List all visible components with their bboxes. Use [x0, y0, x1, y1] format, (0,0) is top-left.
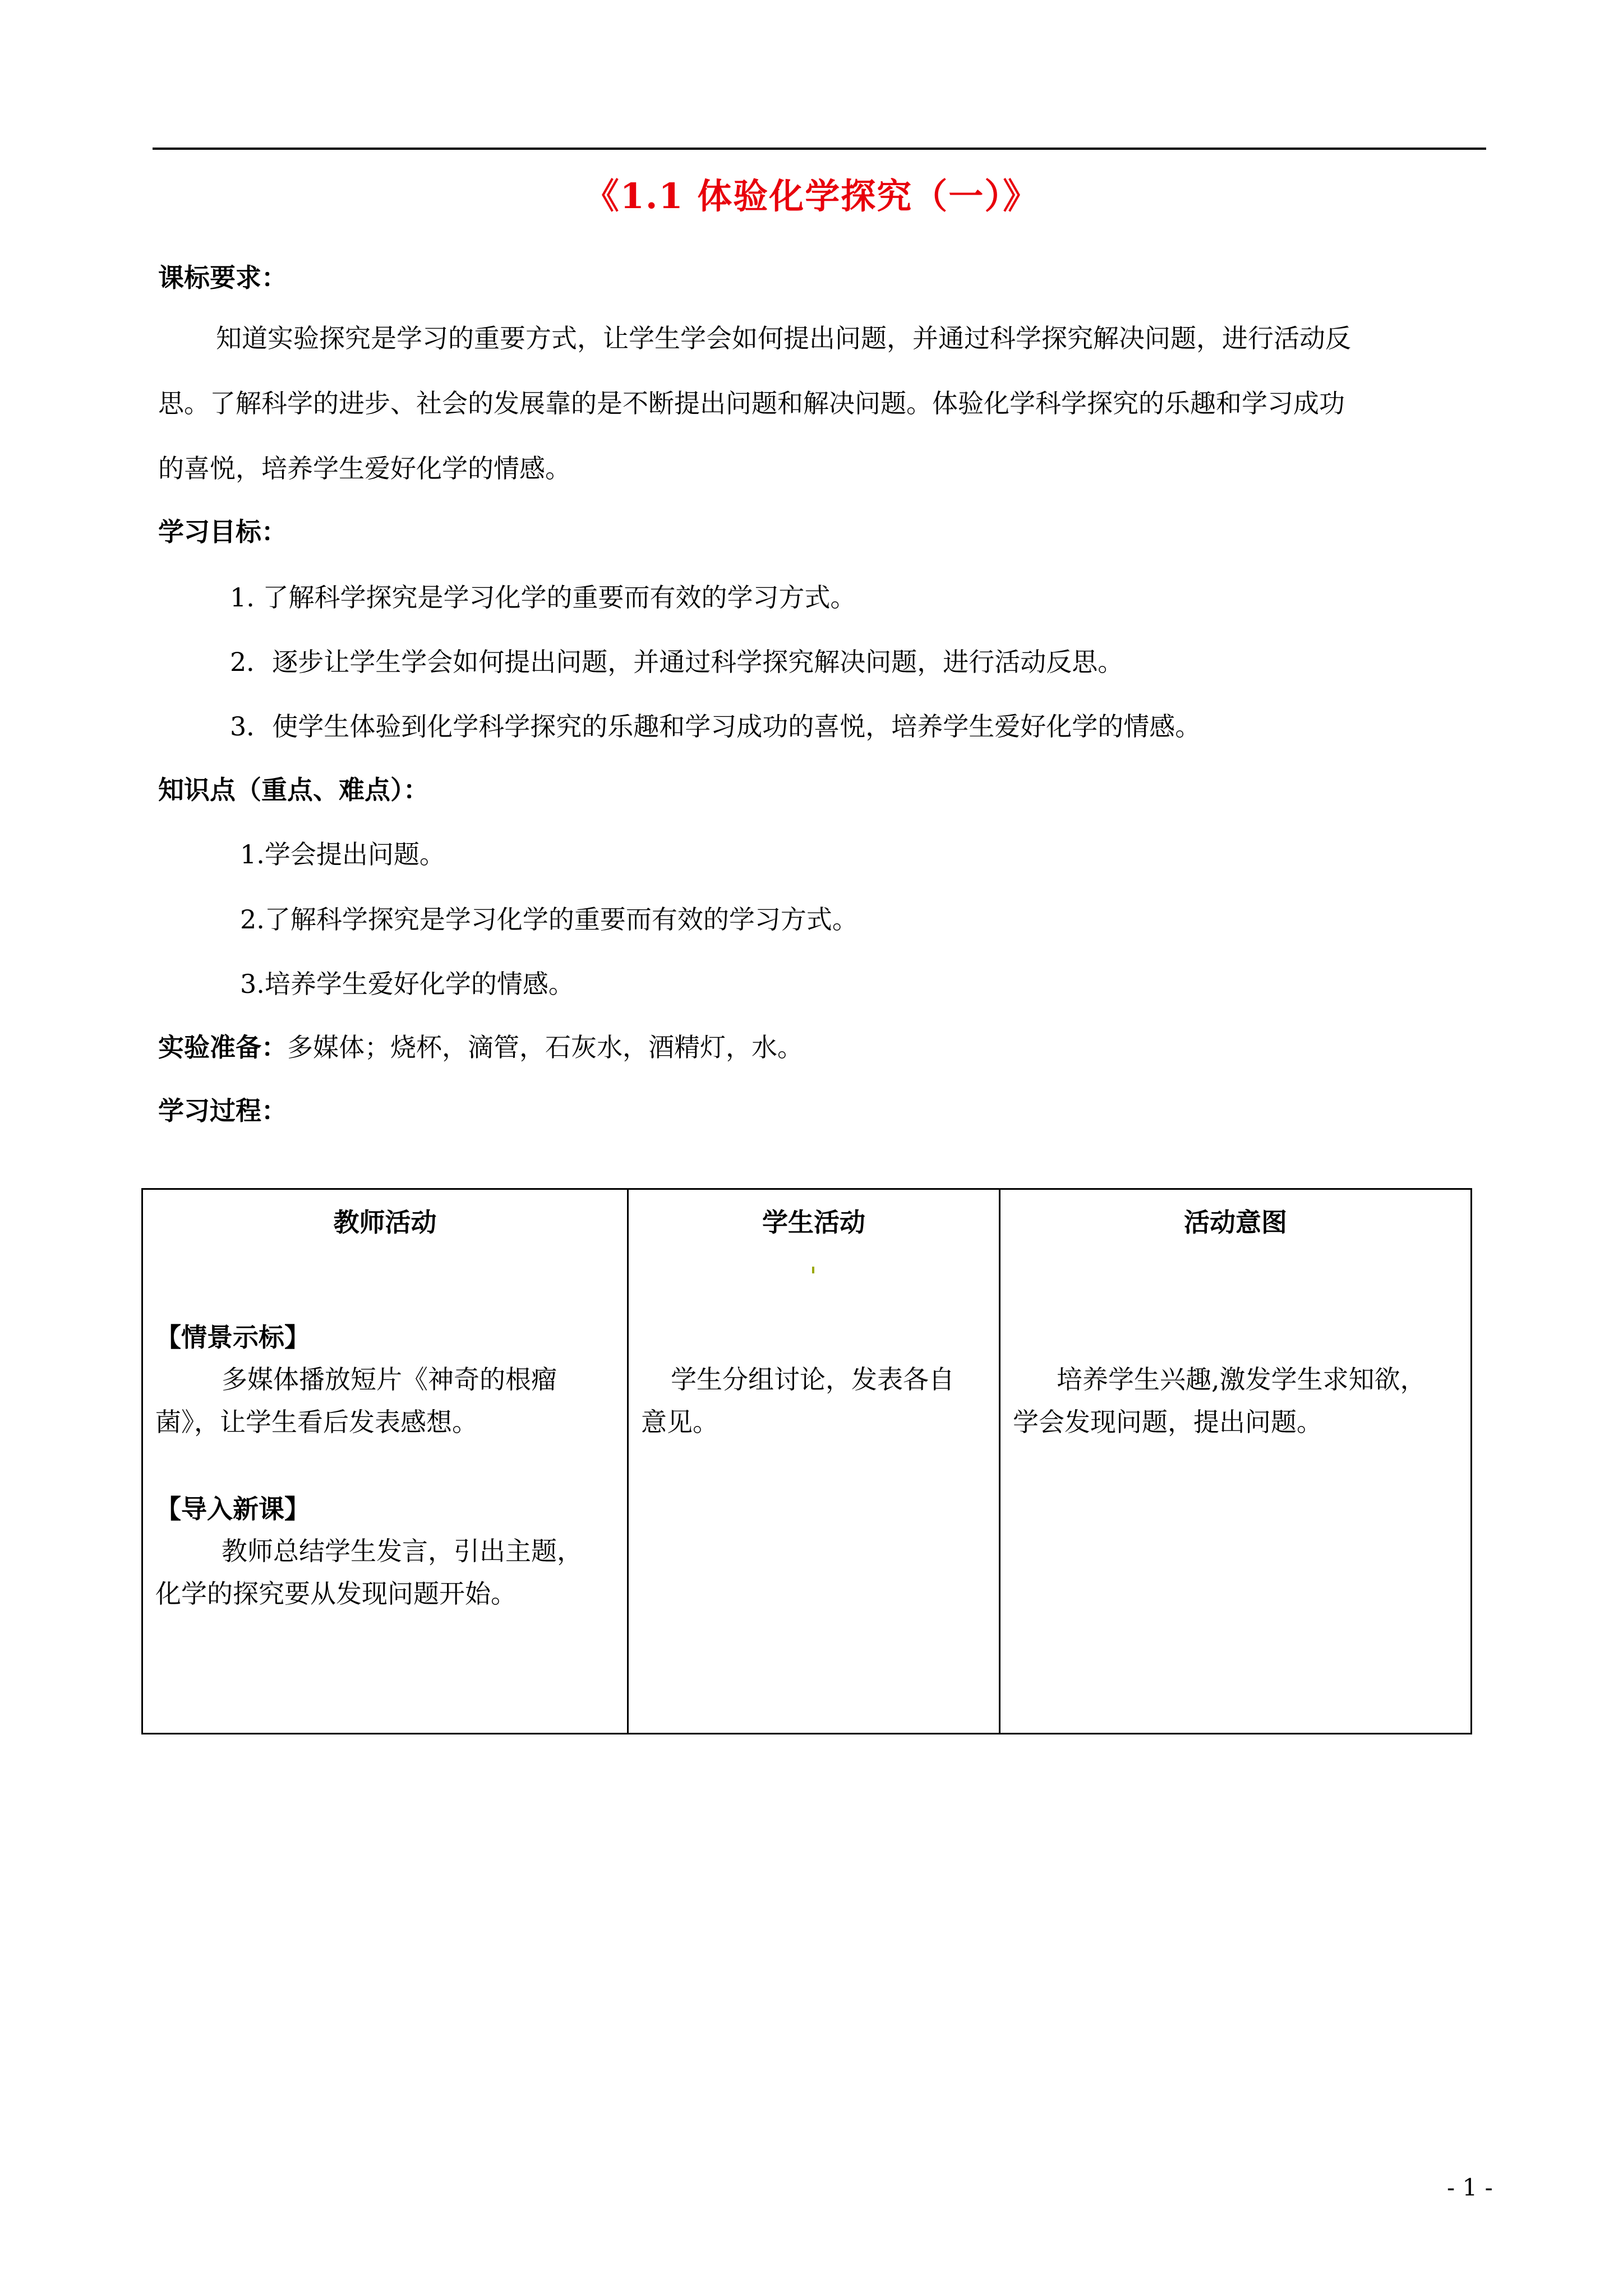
- student-text: 学生分组讨论，发表各自: [671, 1364, 955, 1395]
- curriculum-heading: 课标要求：: [158, 263, 287, 293]
- student-text: 意见。: [641, 1407, 718, 1437]
- header-student-activity: 学生活动: [762, 1207, 865, 1237]
- objective-item: 2．逐步让学生学会如何提出问题，并通过科学探究解决问题，进行活动反思。: [230, 647, 1124, 677]
- curriculum-line: 的喜悦，培养学生爱好化学的情感。: [158, 453, 571, 484]
- teacher-text: 菌》，让学生看后发表感想。: [155, 1407, 478, 1437]
- intent-cell: [1000, 1189, 1472, 1734]
- objective-item: 1. 了解科学探究是学习化学的重要而有效的学习方式。: [230, 582, 856, 613]
- curriculum-line: 知道实验探究是学习的重要方式，让学生学会如何提出问题，并通过科学探究解决问题，进行活动反: [216, 323, 1351, 353]
- header-rule: [153, 148, 1486, 150]
- scene-heading: 【情景示标】: [155, 1322, 310, 1352]
- header-teacher-activity: 教师活动: [333, 1207, 437, 1237]
- process-heading: 学习过程：: [158, 1096, 287, 1126]
- intent-text: 培养学生兴趣,激发学生求知欲，: [1057, 1364, 1426, 1395]
- intent-text: 学会发现问题，提出问题。: [1013, 1407, 1322, 1437]
- teacher-text: 多媒体播放短片《神奇的根瘤: [222, 1364, 557, 1395]
- intro-heading: 【导入新课】: [155, 1494, 310, 1524]
- preparation-heading: 实验准备：: [158, 1032, 287, 1062]
- process-table: [141, 1188, 1472, 1734]
- preparation-line: [158, 1030, 803, 1064]
- header-activity-intent: 活动意图: [1184, 1207, 1287, 1237]
- preparation-text: 多媒体；烧杯，滴管，石灰水，酒精灯，水。: [287, 1032, 803, 1062]
- teacher-text: 教师总结学生发言，引出主题，: [222, 1536, 583, 1566]
- page-title: 《1.1 体验化学探究（一）》: [584, 176, 1039, 217]
- knowledge-item: 2.了解科学探究是学习化学的重要而有效的学习方式。: [240, 904, 858, 935]
- page-number: - 1 -: [1447, 2174, 1493, 2201]
- knowledge-item: 3.培养学生爱好化学的情感。: [240, 969, 574, 999]
- knowledge-item: 1.学会提出问题。: [240, 839, 445, 869]
- objectives-heading: 学习目标：: [158, 517, 287, 547]
- scan-speck: [812, 1267, 814, 1273]
- teacher-text: 化学的探究要从发现问题开始。: [155, 1579, 517, 1609]
- knowledge-heading: 知识点（重点、难点）：: [158, 775, 429, 805]
- teacher-activity-cell: [142, 1189, 628, 1734]
- curriculum-line: 思。了解科学的进步、社会的发展靠的是不断提出问题和解决问题。体验化学科学探究的乐趣和学习成功: [158, 388, 1345, 418]
- objective-item: 3．使学生体验到化学科学探究的乐趣和学习成功的喜悦，培养学生爱好化学的情感。: [230, 711, 1201, 742]
